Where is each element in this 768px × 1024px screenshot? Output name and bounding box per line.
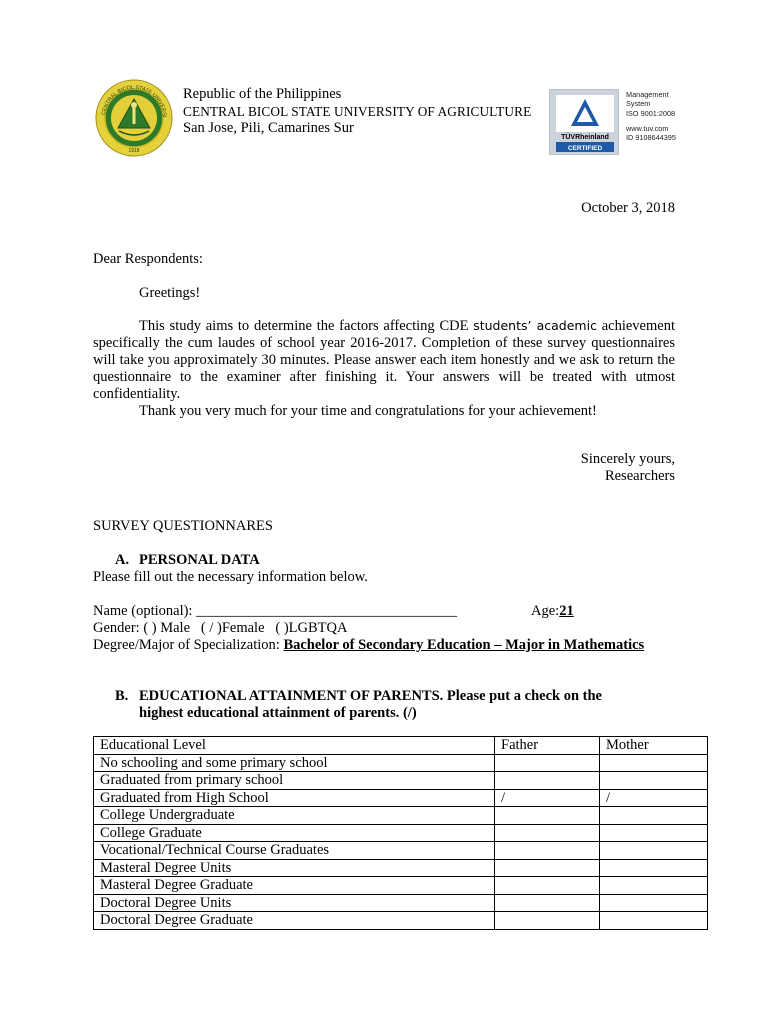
section-a-heading: A. PERSONAL DATA bbox=[115, 552, 260, 568]
level-cell: Vocational/Technical Course Graduates bbox=[94, 842, 495, 860]
university-seal bbox=[95, 79, 173, 157]
body-paragraph-1: This study aims to determine the factors affecting CDE students’ academic achievement specifically the cum laudes of school year 2016-2017. Completion of these survey questionnaires will take you approximately 30 minutes. Please answer each item honestly and we ask to return the questionnaire to the examiner after finishing it. Your answers will be treated with utmost confidentiality. bbox=[93, 318, 675, 402]
tuv-name: TÜVRheinland bbox=[561, 134, 609, 141]
degree-value: Bachelor of Secondary Education – Major in Mathematics bbox=[283, 637, 645, 653]
letterhead bbox=[183, 86, 531, 137]
cert-website: www.tuv.com bbox=[626, 123, 669, 133]
letterhead-address: San Jose, Pili, Camarines Sur bbox=[183, 120, 354, 136]
father-check-cell[interactable] bbox=[495, 772, 600, 790]
table-row bbox=[94, 912, 708, 930]
letterhead-university: CENTRAL BICOL STATE UNIVERSITY OF AGRICULTURE bbox=[183, 104, 532, 119]
father-check-cell[interactable] bbox=[495, 859, 600, 877]
level-cell: Doctoral Degree Graduate bbox=[94, 912, 495, 930]
cert-management: Management bbox=[626, 90, 669, 99]
father-check-cell[interactable] bbox=[495, 912, 600, 930]
body-paragraph-2: Thank you very much for your time and congratulations for your achievement! bbox=[139, 403, 597, 419]
table-row bbox=[94, 894, 708, 912]
age-field[interactable]: Age:21 bbox=[531, 603, 574, 619]
cert-iso: ISO 9001:2008 bbox=[626, 108, 676, 118]
table-row bbox=[94, 789, 708, 807]
father-check-cell[interactable] bbox=[495, 824, 600, 842]
letterhead-republic: Republic of the Philippines bbox=[183, 86, 342, 102]
certification-text bbox=[626, 90, 676, 142]
mother-check-cell[interactable] bbox=[600, 859, 708, 877]
mother-check-cell[interactable] bbox=[600, 894, 708, 912]
level-cell: Masteral Degree Units bbox=[94, 859, 495, 877]
letter-body bbox=[93, 317, 675, 420]
level-cell: College Undergraduate bbox=[94, 807, 495, 825]
section-b-heading: B. EDUCATIONAL ATTAINMENT OF PARENTS. Please put a check on the highest educational attainment of parents. (/) bbox=[115, 688, 602, 721]
age-value: 21 bbox=[559, 603, 574, 619]
survey-title: SURVEY QUESTIONNARES bbox=[93, 518, 273, 534]
signature: Researchers bbox=[604, 468, 675, 484]
header-educational-level: Educational Level bbox=[94, 737, 495, 755]
level-cell: Graduated from High School bbox=[94, 789, 495, 807]
level-cell: No schooling and some primary school bbox=[94, 754, 495, 772]
table-row bbox=[94, 842, 708, 860]
seal-lettering: CENTRAL BICOL STATE UNIVERSI bbox=[101, 84, 168, 118]
mother-check-cell[interactable] bbox=[600, 807, 708, 825]
mother-check-cell[interactable] bbox=[600, 877, 708, 895]
table-row bbox=[94, 859, 708, 877]
greeting: Greetings! bbox=[139, 285, 201, 301]
salutation: Dear Respondents: bbox=[93, 251, 203, 267]
level-cell: Doctoral Degree Units bbox=[94, 894, 495, 912]
level-cell: Masteral Degree Graduate bbox=[94, 877, 495, 895]
section-a-instruction: Please fill out the necessary information below. bbox=[93, 569, 368, 585]
signoff bbox=[581, 451, 675, 485]
father-check-cell[interactable] bbox=[495, 807, 600, 825]
seal-year: 1918 bbox=[128, 148, 140, 154]
closing: Sincerely yours, bbox=[580, 451, 675, 467]
parents-education-table bbox=[93, 736, 708, 930]
level-cell: College Graduate bbox=[94, 824, 495, 842]
father-check-cell[interactable] bbox=[495, 877, 600, 895]
tuv-badge bbox=[549, 89, 619, 155]
mother-check-cell[interactable] bbox=[600, 842, 708, 860]
table-row bbox=[94, 807, 708, 825]
father-check-cell[interactable]: / bbox=[495, 789, 600, 807]
table-row bbox=[94, 754, 708, 772]
table-header-row bbox=[94, 737, 708, 755]
table-row bbox=[94, 772, 708, 790]
father-check-cell[interactable] bbox=[495, 894, 600, 912]
mother-check-cell[interactable]: / bbox=[600, 789, 708, 807]
father-check-cell[interactable] bbox=[495, 754, 600, 772]
cert-id: ID 9108644395 bbox=[626, 133, 676, 143]
cert-system: System bbox=[626, 99, 651, 109]
mother-check-cell[interactable] bbox=[600, 824, 708, 842]
tuv-certified: CERTIFIED bbox=[567, 145, 603, 152]
header-mother: Mother bbox=[600, 737, 708, 755]
table-row bbox=[94, 877, 708, 895]
table-row bbox=[94, 824, 708, 842]
letter-date: October 3, 2018 bbox=[581, 200, 675, 216]
father-check-cell[interactable] bbox=[495, 842, 600, 860]
header-father: Father bbox=[495, 737, 600, 755]
gender-field[interactable]: Gender: ( ) Male ( / )Female ( )LGBTQA bbox=[93, 620, 348, 636]
mother-check-cell[interactable] bbox=[600, 754, 708, 772]
degree-field[interactable]: Degree/Major of Specialization: Bachelor of Secondary Education – Major in Mathematics bbox=[93, 637, 645, 653]
mother-check-cell[interactable] bbox=[600, 772, 708, 790]
mother-check-cell[interactable] bbox=[600, 912, 708, 930]
name-field[interactable]: Name (optional): ____________________________________ bbox=[93, 603, 458, 619]
level-cell: Graduated from primary school bbox=[94, 772, 495, 790]
iso-certification bbox=[549, 89, 687, 155]
